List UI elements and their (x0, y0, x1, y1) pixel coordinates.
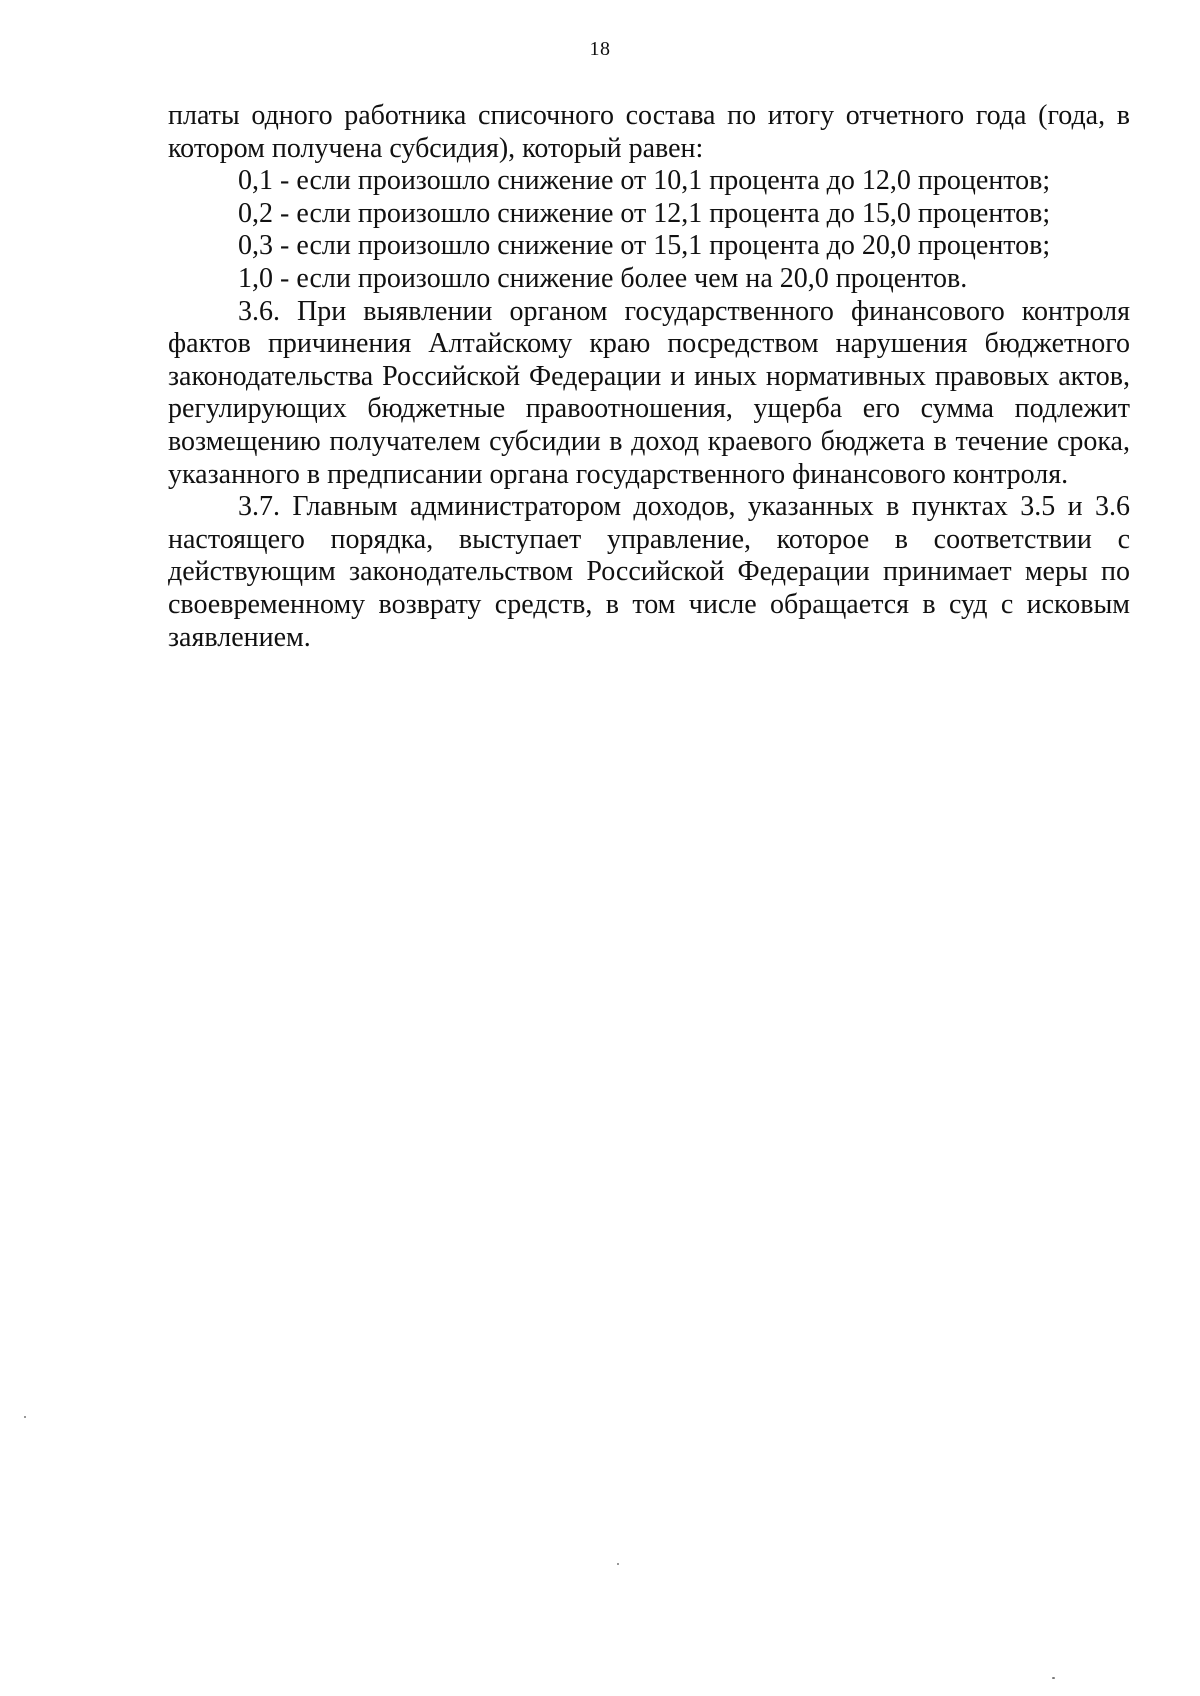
scan-speck (1052, 1677, 1055, 1679)
document-body (168, 100, 1130, 654)
page-number: 18 (589, 38, 611, 60)
list-item: 0,3 - если произошло снижение от 15,1 процента до 20,0 процентов; (238, 230, 1051, 262)
list-item: 0,1 - если произошло снижение от 10,1 процента до 12,0 процентов; (238, 165, 1051, 197)
paragraph-3-6: 3.6. При выявлении органом государственного финансового контроля фактов причинения Алтайскому краю посредством нарушения бюджетного законодательства Российской Федерации и иных нормативных правовых актов, регулирующих бюджетные правоотношения, ущерба его сумма подлежит возмещению получателем субсидии в доход краевого бюджета в течение срока, указанного в предписании органа государственного финансового контроля. (168, 295, 1130, 490)
paragraph-3-7: 3.7. Главным администратором доходов, указанных в пунктах 3.5 и 3.6 настоящего порядка, выступает управление, которое в соответствии с действующим законодательством Российской Федерации принимает меры по своевременному возврату средств, в том числе обращается в суд с исковым заявлением. (168, 491, 1130, 653)
list-item: 0,2 - если произошло снижение от 12,1 процента до 15,0 процентов; (238, 197, 1051, 229)
list-item: 1,0 - если произошло снижение более чем на 20,0 процентов. (238, 262, 968, 294)
scan-speck (617, 1563, 619, 1565)
scan-speck (24, 1416, 26, 1418)
intro-paragraph: платы одного работника списочного состава по итогу отчетного года (года, в котором получена субсидия), который равен: (168, 100, 1130, 164)
